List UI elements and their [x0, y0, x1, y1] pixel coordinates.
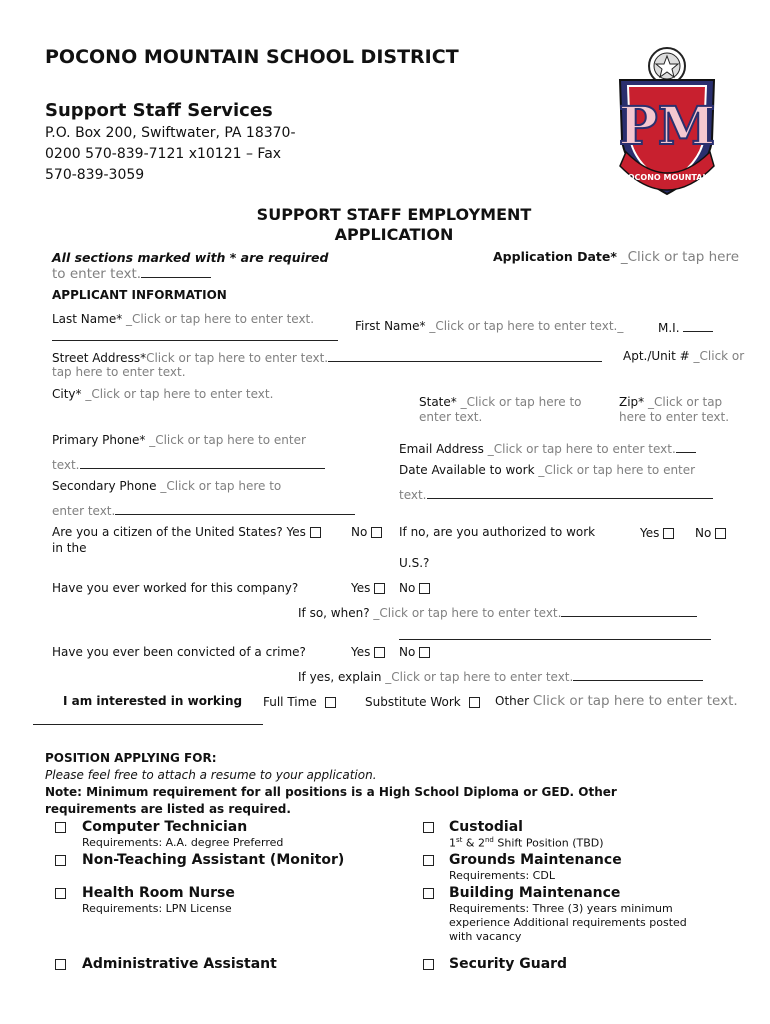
- required-note: All sections marked with * are required: [52, 250, 329, 265]
- substitute-option: Substitute Work: [365, 695, 480, 709]
- authorized-question: If no, are you authorized to work: [399, 525, 596, 539]
- last-name-label: Last Name*: [52, 312, 123, 326]
- citizen-yes-checkbox[interactable]: [310, 527, 321, 538]
- secondary-phone-cont[interactable]: enter text.: [52, 502, 355, 518]
- position-section-title: POSITION APPLYING FOR:: [45, 751, 217, 765]
- worked-no-checkbox[interactable]: [419, 583, 430, 594]
- convicted-no-checkbox[interactable]: [419, 647, 430, 658]
- authorized-yes: Yes: [640, 526, 674, 540]
- citizen-question: Are you a citizen of the United States? Yes: [52, 525, 321, 539]
- logo-letters: PM: [618, 96, 716, 157]
- authorized-no-checkbox[interactable]: [715, 528, 726, 539]
- custodial-label: Custodial: [449, 819, 523, 835]
- state-placeholder-cont[interactable]: enter text.: [419, 410, 483, 424]
- if-so-when-field[interactable]: If so, when? _Click or tap here to enter text.: [298, 604, 697, 620]
- form-title-line1: SUPPORT STAFF EMPLOYMENT: [256, 205, 532, 224]
- address-line-3: 570-839-3059: [45, 167, 145, 183]
- form-title-line2: APPLICATION: [334, 225, 454, 244]
- last-name-field[interactable]: Last Name* _Click or tap here to enter text.: [52, 312, 315, 326]
- street-address-field[interactable]: Street Address*Click or tap here to enter text.: [52, 349, 602, 365]
- if-yes-explain-field[interactable]: If yes, explain _Click or tap here to enter text.: [298, 668, 703, 684]
- convicted-yes-checkbox[interactable]: [374, 647, 385, 658]
- district-title: POCONO MOUNTAIN SCHOOL DISTRICT: [45, 46, 459, 68]
- computer-technician-label: Computer Technician: [82, 819, 248, 835]
- zip-placeholder-cont[interactable]: here to enter text.: [619, 410, 730, 424]
- min-requirement-note-cont: requirements are listed as required.: [45, 802, 291, 816]
- zip-field[interactable]: Zip* _Click or tap: [619, 395, 723, 409]
- citizen-no-checkbox[interactable]: [371, 527, 382, 538]
- application-date-field[interactable]: [493, 249, 739, 265]
- if-yes-explain-label: If yes, explain: [298, 670, 382, 684]
- health-room-nurse-req: Requirements: LPN License: [82, 902, 232, 915]
- administrative-assistant-label: Administrative Assistant: [82, 956, 277, 972]
- state-label: State*: [419, 395, 457, 409]
- application-date-label: Application Date*: [493, 249, 617, 264]
- other-field[interactable]: Other Click or tap here to enter text.: [495, 693, 738, 709]
- email-label: Email Address: [399, 442, 484, 456]
- address-line-2: 0200 570-839-7121 x10121 – Fax: [45, 146, 282, 162]
- zip-label: Zip*: [619, 395, 645, 409]
- health-room-nurse-label: Health Room Nurse: [82, 885, 235, 901]
- secondary-phone-field[interactable]: Secondary Phone _Click or tap here to: [52, 479, 282, 493]
- authorized-no: No: [695, 526, 726, 540]
- worked-yes: Yes: [351, 581, 385, 595]
- primary-phone-field[interactable]: Primary Phone* _Click or tap here to enter: [52, 433, 306, 447]
- grounds-maintenance-label: Grounds Maintenance: [449, 852, 622, 868]
- substitute-checkbox[interactable]: [469, 697, 480, 708]
- state-field[interactable]: State* _Click or tap here to: [419, 395, 582, 409]
- computer-technician-checkbox[interactable]: [55, 822, 66, 833]
- building-maintenance-req-3: with vacancy: [449, 930, 522, 943]
- section-applicant-info: APPLICANT INFORMATION: [52, 288, 227, 302]
- secondary-phone-label: Secondary Phone: [52, 479, 157, 493]
- authorized-question-cont: U.S.?: [399, 556, 430, 570]
- custodial-req: 1st & 2nd Shift Position (TBD): [449, 836, 604, 850]
- first-name-label: First Name*: [355, 319, 426, 333]
- apt-label: Apt./Unit #: [623, 349, 690, 363]
- building-maintenance-checkbox[interactable]: [423, 888, 434, 899]
- non-teaching-assistant-label: Non-Teaching Assistant (Monitor): [82, 852, 345, 868]
- city-field[interactable]: City* _Click or tap here to enter text.: [52, 387, 274, 401]
- date-available-label: Date Available to work: [399, 463, 535, 477]
- worked-no: No: [399, 581, 430, 595]
- logo-text: POCONO MOUNTAIN: [621, 173, 713, 182]
- administrative-assistant-checkbox[interactable]: [55, 959, 66, 970]
- street-address-label: Street Address*: [52, 351, 147, 365]
- application-date-placeholder[interactable]: _Click or tap here: [620, 249, 740, 265]
- grounds-maintenance-checkbox[interactable]: [423, 855, 434, 866]
- apt-placeholder-cont[interactable]: tap here to enter text.: [52, 365, 186, 379]
- custodial-checkbox[interactable]: [423, 822, 434, 833]
- convicted-yes: Yes: [351, 645, 385, 659]
- authorized-yes-checkbox[interactable]: [663, 528, 674, 539]
- citizen-question-cont: in the: [52, 541, 87, 555]
- mi-field[interactable]: [658, 319, 713, 335]
- primary-phone-label: Primary Phone*: [52, 433, 146, 447]
- full-time-option: Full Time: [263, 695, 336, 709]
- dept-title: Support Staff Services: [45, 100, 273, 121]
- security-guard-checkbox[interactable]: [423, 959, 434, 970]
- if-so-when-label: If so, when?: [298, 606, 370, 620]
- worked-yes-checkbox[interactable]: [374, 583, 385, 594]
- interested-label: I am interested in working: [63, 694, 243, 708]
- worked-question: Have you ever worked for this company?: [52, 581, 299, 595]
- non-teaching-assistant-checkbox[interactable]: [55, 855, 66, 866]
- date-available-field[interactable]: Date Available to work _Click or tap here to enter: [399, 463, 696, 477]
- health-room-nurse-checkbox[interactable]: [55, 888, 66, 899]
- primary-phone-cont[interactable]: text.: [52, 456, 325, 472]
- convicted-no: No: [399, 645, 430, 659]
- grounds-maintenance-req: Requirements: CDL: [449, 869, 555, 882]
- email-field[interactable]: Email Address _Click or tap here to enter text.: [399, 440, 696, 456]
- computer-technician-req: Requirements: A.A. degree Preferred: [82, 836, 284, 849]
- district-logo: [610, 44, 722, 200]
- building-maintenance-req-1: Requirements: Three (3) years minimum: [449, 902, 673, 915]
- building-maintenance-label: Building Maintenance: [449, 885, 621, 901]
- full-time-checkbox[interactable]: [325, 697, 336, 708]
- date-available-cont[interactable]: text.: [399, 486, 713, 502]
- address-line-1: P.O. Box 200, Swiftwater, PA 18370-: [45, 125, 296, 141]
- citizen-no: No: [351, 525, 382, 539]
- security-guard-label: Security Guard: [449, 956, 568, 972]
- application-date-placeholder-cont[interactable]: to enter text.: [52, 265, 211, 282]
- convicted-question: Have you ever been convicted of a crime?: [52, 645, 306, 659]
- city-label: City*: [52, 387, 82, 401]
- building-maintenance-req-2: experience Additional requirements posted: [449, 916, 687, 929]
- mi-label: M.I.: [658, 321, 680, 335]
- min-requirement-note: Note: Minimum requirement for all positions is a High School Diploma or GED. Other: [45, 785, 617, 799]
- first-name-field[interactable]: First Name* _Click or tap here to enter text._: [355, 319, 624, 333]
- apt-field[interactable]: Apt./Unit # _Click or: [623, 349, 745, 363]
- resume-note: Please feel free to attach a resume to your application.: [45, 768, 377, 782]
- other-label: Other: [495, 694, 530, 708]
